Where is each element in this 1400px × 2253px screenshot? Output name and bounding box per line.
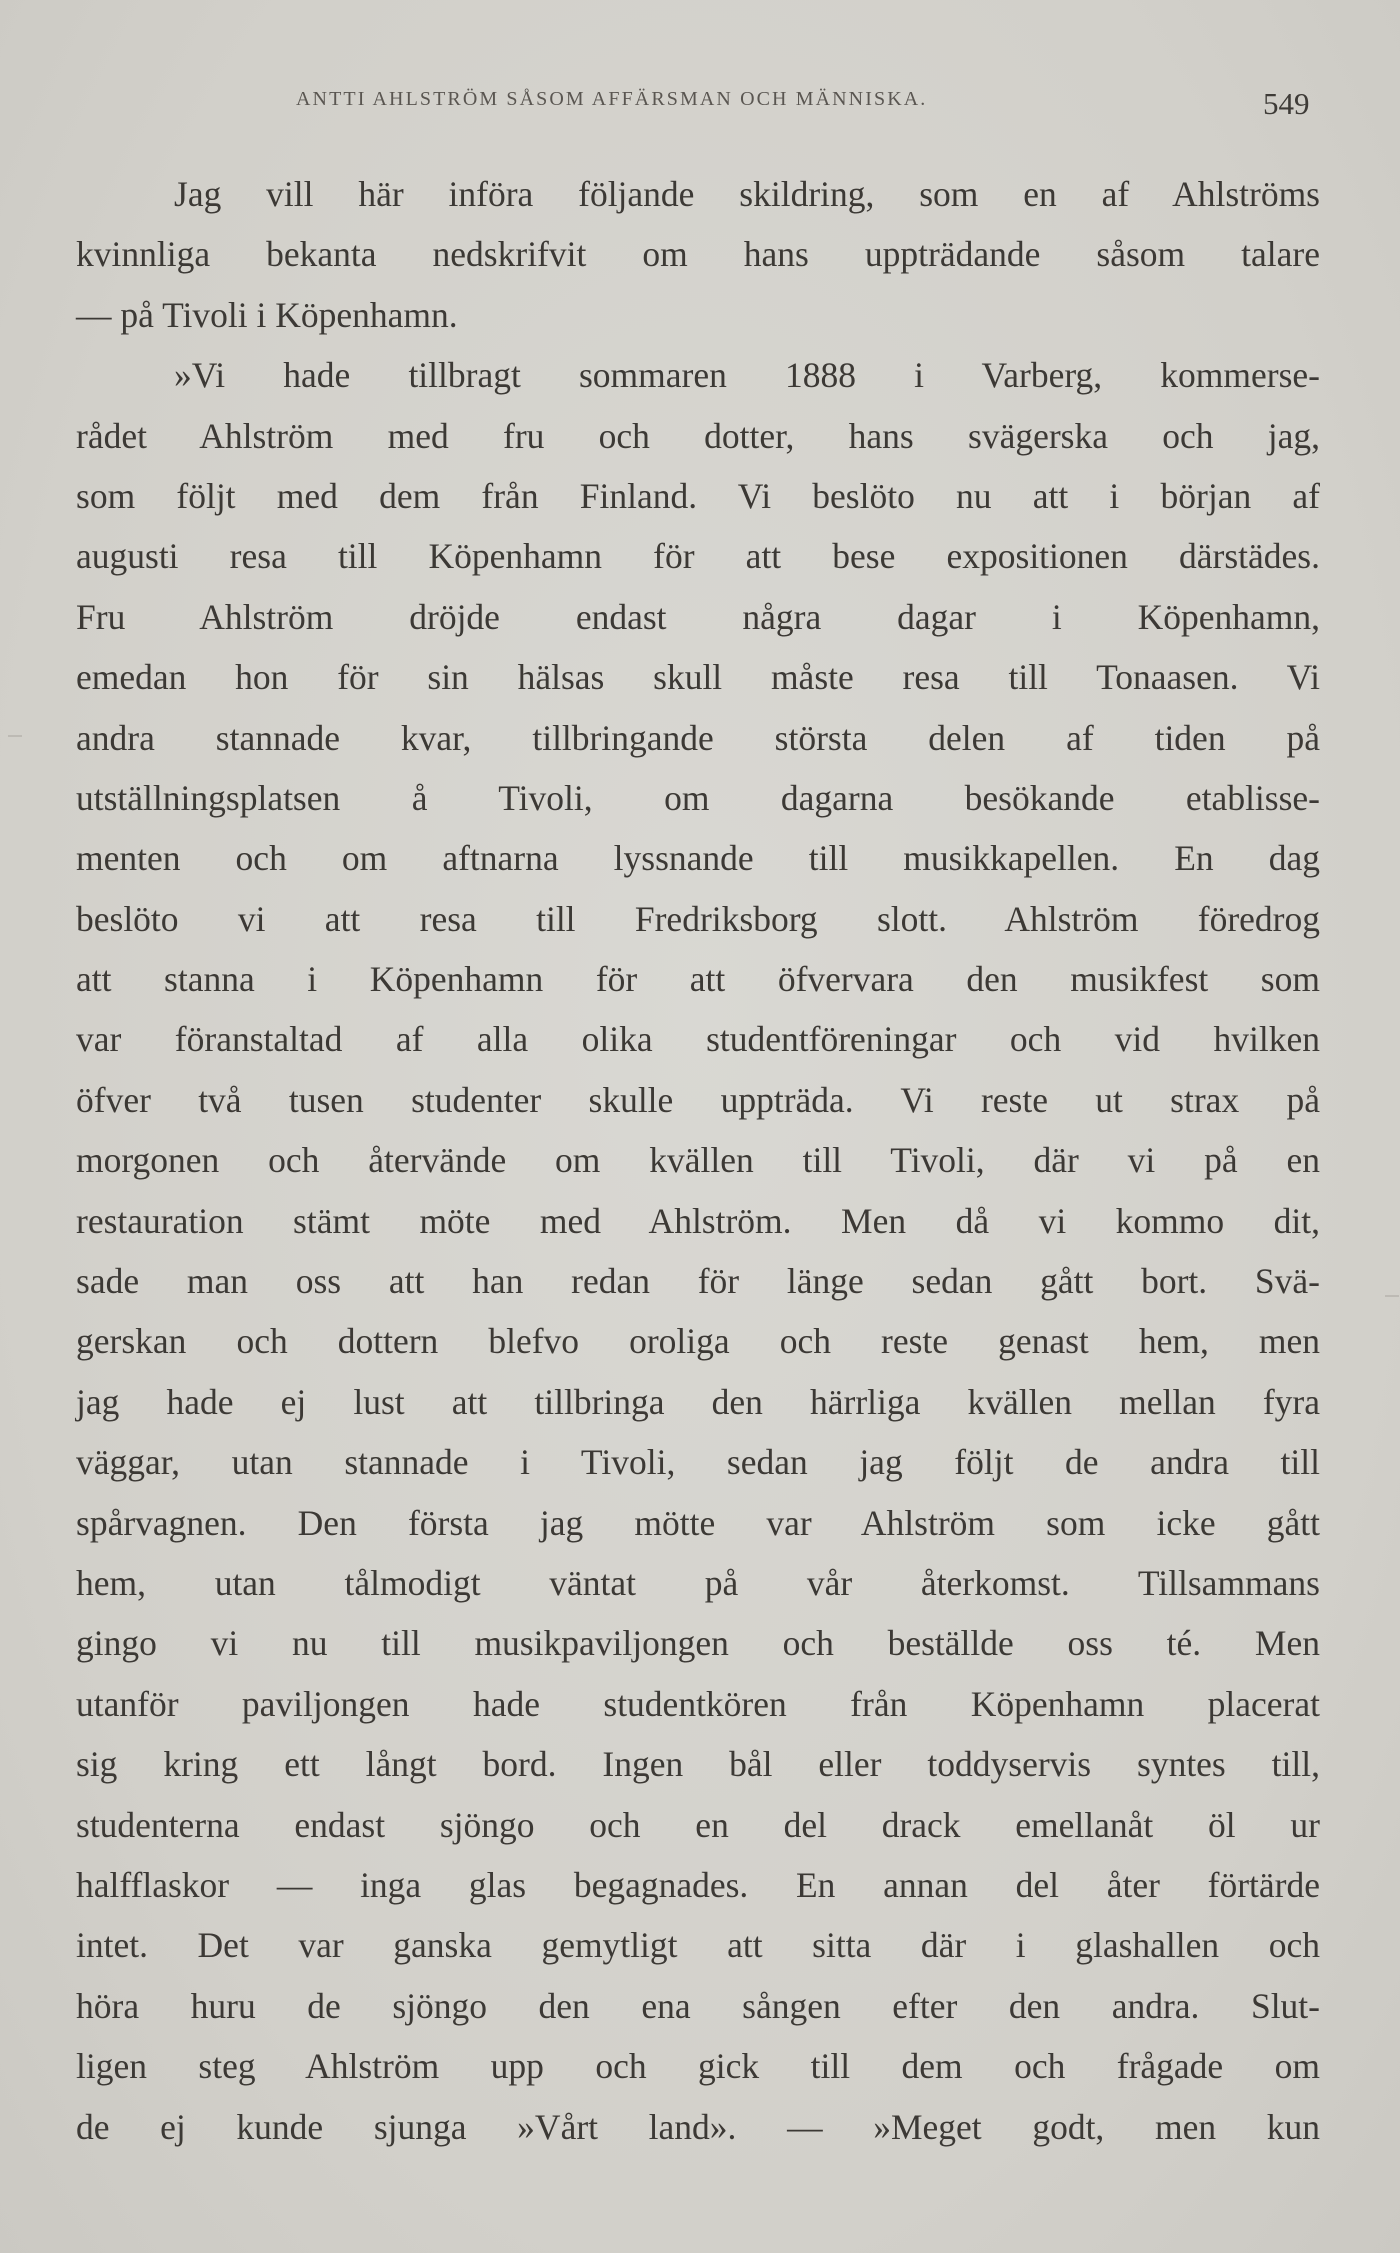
text-line: de ej kunde sjunga »Vårt land». — »Meget godt, men kun (76, 2106, 1320, 2147)
text-line: jag hade ej lust att tillbringa den härrliga kvällen mellan fyra (76, 1381, 1320, 1422)
text-line: augusti resa till Köpenhamn för att bese expositionen därstädes. (76, 536, 1320, 577)
margin-mark (1385, 1295, 1399, 1297)
text-line: sig kring ett långt bord. Ingen bål eller toddyservis syntes till, (76, 1744, 1320, 1785)
text-line: gingo vi nu till musikpaviljongen och beställde oss té. Men (76, 1623, 1320, 1664)
text-line: halfflaskor — inga glas begagnades. En annan del åter förtärde (76, 1864, 1320, 1905)
margin-mark (8, 735, 22, 737)
text-line: restauration stämt möte med Ahlström. Men då vi kommo dit, (76, 1200, 1320, 1241)
text-line: rådet Ahlström med fru och dotter, hans svägerska och jag, (76, 415, 1320, 456)
running-head (0, 88, 1400, 128)
text-line: menten och om aftnarna lyssnande till musikkapellen. En dag (76, 838, 1320, 879)
text-line: utställningsplatsen å Tivoli, om dagarna besökande etablisse- (76, 777, 1320, 818)
text-line: emedan hon för sin hälsas skull måste resa till Tonaasen. Vi (76, 657, 1320, 698)
text-line: att stanna i Köpenhamn för att öfvervara den musikfest som (76, 959, 1320, 1000)
text-line: hem, utan tålmodigt väntat på vår återkomst. Tillsammans (76, 1562, 1320, 1603)
text-line: — på Tivoli i Köpenhamn. (76, 294, 458, 335)
text-line: andra stannade kvar, tillbringande största delen af tiden på (76, 717, 1320, 758)
text-line: sade man oss att han redan för länge sedan gått bort. Svä- (76, 1261, 1320, 1302)
text-line: var föranstaltad af alla olika studentföreningar och vid hvilken (76, 1019, 1320, 1060)
text-line: som följt med dem från Finland. Vi beslöto nu att i början af (76, 475, 1320, 516)
page-number: 549 (1263, 86, 1310, 121)
text-line: intet. Det var ganska gemytligt att sitta där i glashallen och (76, 1925, 1320, 1966)
text-line: utanför paviljongen hade studentkören från Köpenhamn placerat (76, 1683, 1320, 1724)
text-line: studenterna endast sjöngo och en del drack emellanåt öl ur (76, 1804, 1320, 1845)
text-line: spårvagnen. Den första jag mötte var Ahlström som icke gått (76, 1502, 1320, 1543)
text-line: kvinnliga bekanta nedskrifvit om hans uppträdande såsom talare (76, 234, 1320, 275)
text-line: »Vi hade tillbragt sommaren 1888 i Varberg, kommerse- (174, 355, 1320, 396)
running-title: ANTTI AHLSTRÖM SÅSOM AFFÄRSMAN OCH MÄNNISKA. (296, 88, 928, 110)
text-line: väggar, utan stannade i Tivoli, sedan jag följt de andra till (76, 1442, 1320, 1483)
text-line: höra huru de sjöngo den ena sången efter den andra. Slut- (76, 1985, 1320, 2026)
text-line: ligen steg Ahlström upp och gick till dem och frågade om (76, 2046, 1320, 2087)
text-line: beslöto vi att resa till Fredriksborg slott. Ahlström föredrog (76, 898, 1320, 939)
text-line: gerskan och dottern blefvo oroliga och reste genast hem, men (76, 1321, 1320, 1362)
body-text (76, 164, 1320, 2157)
text-line: Fru Ahlström dröjde endast några dagar i Köpenhamn, (76, 596, 1320, 637)
text-line: morgonen och återvände om kvällen till Tivoli, där vi på en (76, 1140, 1320, 1181)
text-line: Jag vill här införa följande skildring, som en af Ahlströms (174, 174, 1320, 214)
text-line: öfver två tusen studenter skulle uppträda. Vi reste ut strax på (76, 1079, 1320, 1120)
